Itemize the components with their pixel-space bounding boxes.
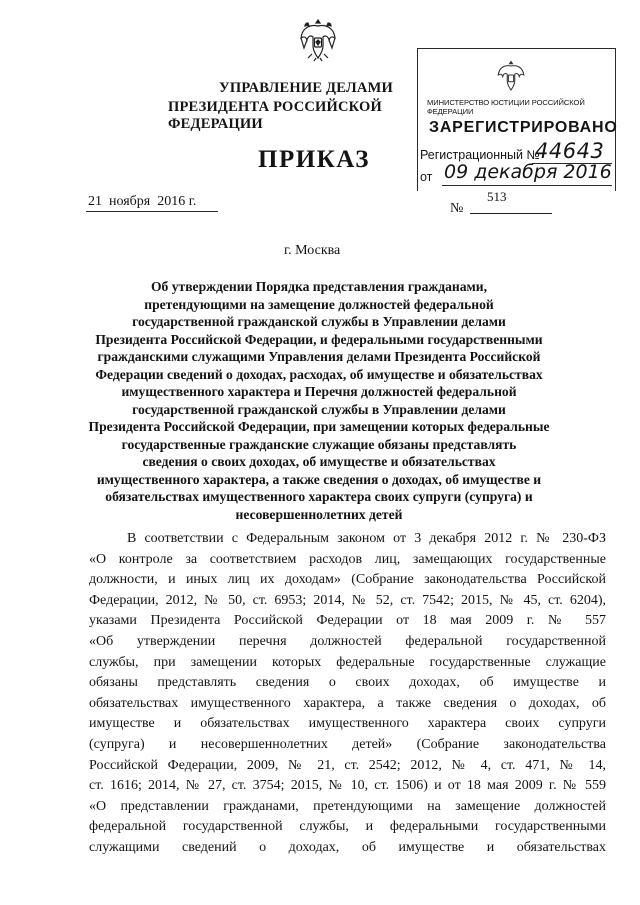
title-line: несовершеннолетних детей [235, 506, 403, 522]
order-title [58, 278, 580, 523]
stamp-org-name: МИНИСТЕРСТВО ЮСТИЦИИ РОССИЙСКОЙ ФЕДЕРАЦИИ [427, 98, 585, 116]
body-line: «О контроле за соответствием расходов лиц, замещающих государственные [89, 551, 606, 567]
body-line: служащими сведений о доходах, об имуществе и обязательствах [89, 839, 606, 855]
body-line: указами Президента Российской Федерации от 18 мая 2009 г. № 557 [89, 613, 606, 629]
body-line: Федерации, 2012, № 50, ст. 6953; 2014, № 52, ст. 7542; 2015, № 45, ст. 6204), [89, 592, 606, 608]
document-number-value: 513 [487, 189, 507, 204]
title-line: гражданскими служащими Управления делами Президента Российской [97, 349, 541, 364]
document-type-heading: ПРИКАЗ [258, 146, 370, 173]
body-line: (супруга) и несовершеннолетних детей» (Собрание законодательства [89, 736, 606, 752]
stamp-date-value: 09 декабря 2016 [444, 161, 612, 183]
title-line: Президента Российской Федерации, при замещении которых федеральные [88, 419, 550, 434]
body-line: В соответствии с Федеральным законом от 3 декабря 2012 г. № 230-ФЗ [127, 531, 606, 546]
stamp-date-label: от [420, 170, 433, 184]
body-line: Российской Федерации, 2009, № 21, ст. 2542; 2012, № 4, ст. 471, № 14, [89, 757, 606, 773]
date-year: 2016 г. [157, 194, 197, 209]
stamp-registration-number: 44643 [535, 139, 605, 163]
body-line: имуществе и обязательствах имущественного характера своих супруги [89, 716, 606, 732]
stamp-coat-of-arms-icon [496, 57, 526, 93]
stamp-title: ЗАРЕГИСТРИРОВАНО [429, 119, 618, 136]
coat-of-arms-icon [298, 14, 338, 62]
body-line: должности, и иных лиц их доходам» (Собрание законодательства Российской [89, 572, 606, 588]
title-line: Президента Российской Федерации, и федеральными государственными [95, 331, 543, 347]
document-date [88, 194, 196, 210]
title-line: сведения о своих доходах, об имуществе и обязательствах [142, 454, 496, 469]
title-line: государственные гражданские служащие обязаны представлять [121, 436, 517, 452]
title-line: Об утверждении Порядка представления гражданами, [150, 279, 488, 294]
title-line: претендующими на замещение должностей федеральной [144, 296, 494, 312]
title-line: имущественного характера и Перечня должностей федеральной [121, 384, 517, 399]
body-line: службы, при замещении которых федеральные государственные служащие [89, 654, 606, 670]
document-number-underline [470, 213, 552, 214]
document-number-label: № [450, 201, 464, 216]
title-line: Федерации сведений о доходах, расходах, об имуществе и обязательствах [95, 366, 543, 382]
title-line: обязательствах имущественного характера своих супруги (супруга) и [105, 489, 533, 504]
city-label: г. Москва [284, 243, 341, 258]
body-line: федеральной государственной службы, и федеральными государственными [89, 819, 606, 835]
title-line: государственной гражданской службы в Управлении делами [132, 314, 506, 329]
body-line: обязаны представлять сведения о своих доходах, об имуществе и [89, 675, 606, 691]
body-line: обязательствах имущественного характера, а также сведения о доходах, об [89, 695, 606, 711]
stamp-registration-label: Регистрационный № [420, 148, 540, 162]
date-underline [86, 211, 218, 212]
body-line: ст. 1616; 2014, № 27, ст. 3754; 2015, № 10, ст. 1506) и от 18 мая 2009 г. № 559 [89, 778, 606, 794]
title-line: имущественного характера, а также сведения о доходах, об имуществе и [96, 471, 542, 487]
date-day: 21 [88, 194, 102, 209]
order-body [89, 529, 606, 859]
stamp-date-underline [442, 185, 612, 186]
body-line: «О представлении гражданами, претендующими на замещение должностей [89, 798, 606, 814]
body-line: «Об утверждении перечня должностей федеральной государственной [89, 633, 606, 649]
org-name-line1: УПРАВЛЕНИЕ ДЕЛАМИ [219, 80, 393, 96]
date-month: ноября [109, 194, 151, 209]
org-name-line2: ПРЕЗИДЕНТА РОССИЙСКОЙ ФЕДЕРАЦИИ [168, 99, 382, 132]
title-line: государственной гражданской службы в Управлении делами [132, 401, 506, 417]
